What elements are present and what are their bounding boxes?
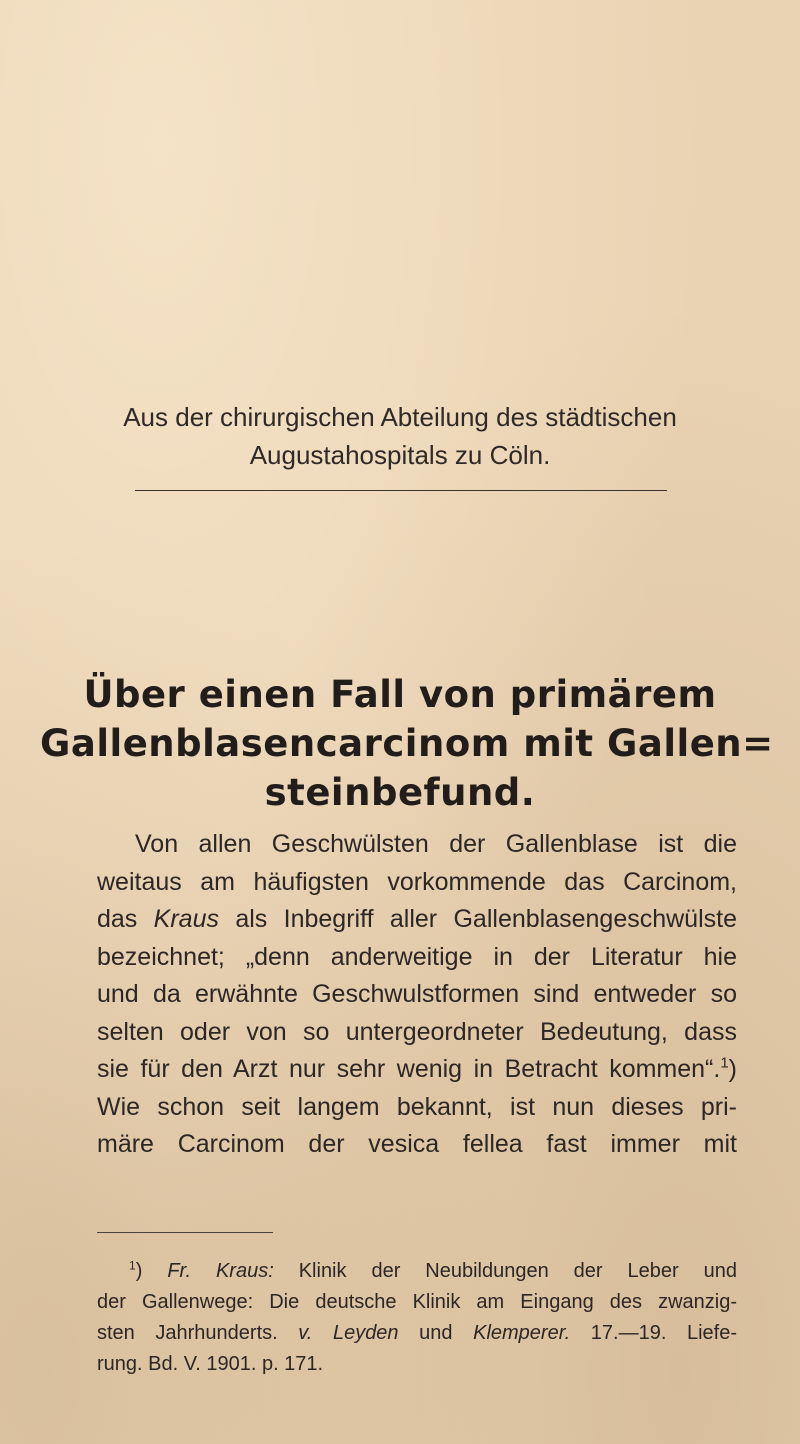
footnote-author: Klemperer.: [473, 1322, 571, 1344]
body-text: als Inbegriff aller Gallenblasengeschwülste: [218, 905, 737, 933]
body-line: [97, 1051, 737, 1089]
institution-header: [60, 398, 740, 474]
footnote-divider: [97, 1232, 273, 1233]
header-divider: [135, 490, 667, 491]
author-name: Kraus: [153, 905, 219, 933]
footnote: [97, 1256, 737, 1380]
footnote-reference[interactable]: 1: [720, 1054, 729, 1072]
body-text: sie für den Arzt nur sehr wenig in Betracht kommen“.: [97, 1055, 721, 1083]
body-text: ): [728, 1055, 737, 1083]
institution-line-2: Augustahospitals zu Cöln.: [249, 440, 551, 470]
title-line-2: Gallenblasencarcinom mit Gallen=: [40, 722, 774, 765]
footnote-line: der Gallenwege: Die deutsche Klinik am Eingang des zwanzig-: [97, 1291, 737, 1313]
body-line: selten oder von so untergeordneter Bedeutung, dass: [97, 1017, 737, 1046]
body-line: Von allen Geschwülsten der Gallenblase ist die: [135, 830, 737, 858]
footnote-text: sten Jahrhunderts.: [97, 1322, 299, 1344]
body-text: das: [97, 905, 154, 933]
article-title: [40, 670, 774, 817]
body-line: bezeichnet; „denn anderweitige in der Literatur hie: [97, 942, 737, 971]
body-line: [97, 901, 737, 939]
footnote-marker: 1: [129, 1258, 136, 1273]
footnote-line: [97, 1256, 737, 1287]
body-paragraph: [97, 826, 737, 1164]
footnote-author: Fr. Kraus:: [167, 1260, 274, 1282]
body-line: weitaus am häufigsten vorkommende das Carcinom,: [97, 867, 737, 896]
footnote-line: [97, 1318, 737, 1349]
footnote-marker-close: ): [135, 1260, 143, 1282]
footnote-text: und: [398, 1322, 474, 1344]
title-line-1: Über einen Fall von primärem: [83, 673, 717, 716]
footnote-line: rung. Bd. V. 1901. p. 171.: [97, 1353, 324, 1375]
title-line-3: steinbefund.: [264, 771, 536, 814]
body-line: Wie schon seit langem bekannt, ist nun dieses pri-: [97, 1092, 737, 1121]
footnote-text: 17.—19. Liefe-: [570, 1322, 737, 1344]
footnote-author: v. Leyden: [298, 1322, 399, 1344]
body-line: märe Carcinom der vesica fellea fast immer mit: [97, 1130, 737, 1158]
body-line: und da erwähnte Geschwulstformen sind entweder so: [97, 980, 737, 1008]
institution-line-1: Aus der chirurgischen Abteilung des städtischen: [123, 402, 677, 432]
footnote-text: Klinik der Neubildungen der Leber und: [273, 1260, 738, 1282]
